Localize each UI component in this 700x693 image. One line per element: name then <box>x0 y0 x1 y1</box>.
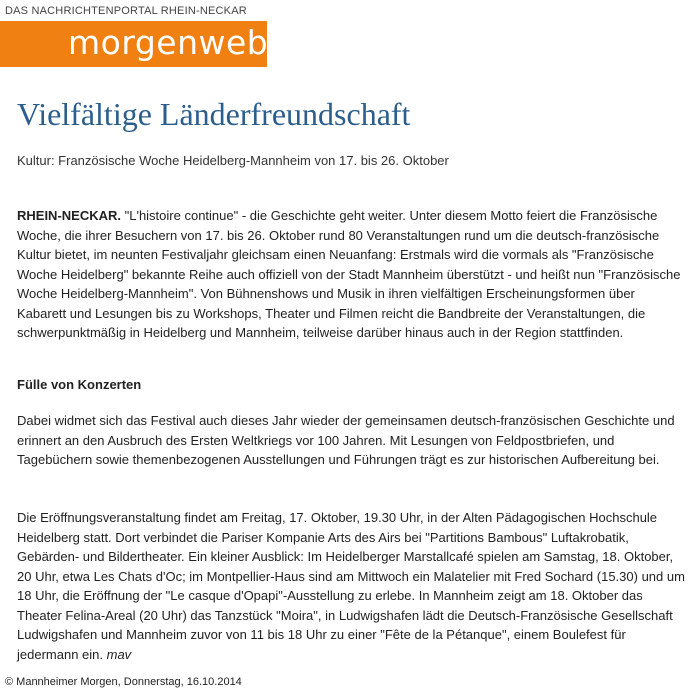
brand-name: morgenweb <box>68 23 269 62</box>
article-paragraph <box>17 206 687 375</box>
article-body <box>17 206 687 664</box>
article-paragraph: Dabei widmet sich das Festival auch dieses Jahr wieder der gemeinsamen deutsch-französischen Geschichte und erinnert an den Ausbruch des Ersten Weltkriegs vor 100 Jahren. Mit Lesungen von Feldpostbriefen, und Tagebüchern sowie themenbezogenen Ausstellungen und Führungen trägt es zur historischen Aufbereitung bei. <box>17 413 675 467</box>
paragraph-text: "L'histoire continue" - die Geschichte geht weiter. Unter diesem Motto feiert die Französische Woche, die ihrer Besuchern von 17. bis 26. Oktober rund 80 Veranstaltungen rund um die deutsch-französische Kultur bietet, im neunten Festivaljahr gleichsam einen Neuanfang: Erstmals wird die vormals als "Französische Woche Heidelberg" bekannte Reihe auch offiziell von der Stadt Mannheim überstützt - und heißt nun "Französische Woche Heidelberg-Mannheim". Von Bühnenshows und Musik in ihren vielfältigen Erscheinungsformen über Kabarett und Lesungen bis zu Workshops, Theater und Filmen reicht die Bandbreite der Veranstaltungen, die schwerpunktmäßig in Heidelberg und Mannheim, teilweise darüber hinaus auch in der Region stattfinden. <box>17 208 681 340</box>
masthead-tagline: DAS NACHRICHTENPORTAL RHEIN-NECKAR <box>5 5 247 17</box>
article-subtitle: Kultur: Französische Woche Heidelberg-Mannheim von 17. bis 26. Oktober <box>17 153 449 168</box>
article-headline: Vielfältige Länderfreundschaft <box>17 96 411 132</box>
article-paragraph <box>17 508 687 664</box>
article-author: mav <box>106 646 132 662</box>
article-dateline: RHEIN-NECKAR. <box>17 208 121 223</box>
brand-logo[interactable] <box>0 21 267 67</box>
copyright-footer: © Mannheimer Morgen, Donnerstag, 16.10.2014 <box>5 676 242 688</box>
article-crosshead: Fülle von Konzerten <box>17 377 142 392</box>
paragraph-text: Die Eröffnungsveranstaltung findet am Freitag, 17. Oktober, 19.30 Uhr, in der Alten Pädagogischen Hochschule Heidelberg statt. Dort verbindet die Pariser Kompanie Arts des Airs bei "Partitions Bambous" Luftakrobatik, Gebärden- und Bildertheater. Ein kleiner Ausblick: Im Heidelberger Marstallcafé spielen am Samstag, 18. Oktober, 20 Uhr, etwa Les Chats d'Oc; im Montpellier-Haus sind am Mittwoch ein Malatelier mit Fred Sochard (15.30) und um 18 Uhr, die Eröffnung der "Le casque d'Opapi"-Ausstellung zu erlebe. In Mannheim zeigt am 18. Oktober das Theater Felina-Areal (20 Uhr) das Tanzstück "Moira", in Ludwigshafen lädt die Deutsch-Französische Gesellschaft Ludwigshafen und Mannheim zuvor von 11 bis 18 Uhr zu einer "Fête de la Pétanque", einem Boulefest für jedermann ein. <box>17 510 685 662</box>
